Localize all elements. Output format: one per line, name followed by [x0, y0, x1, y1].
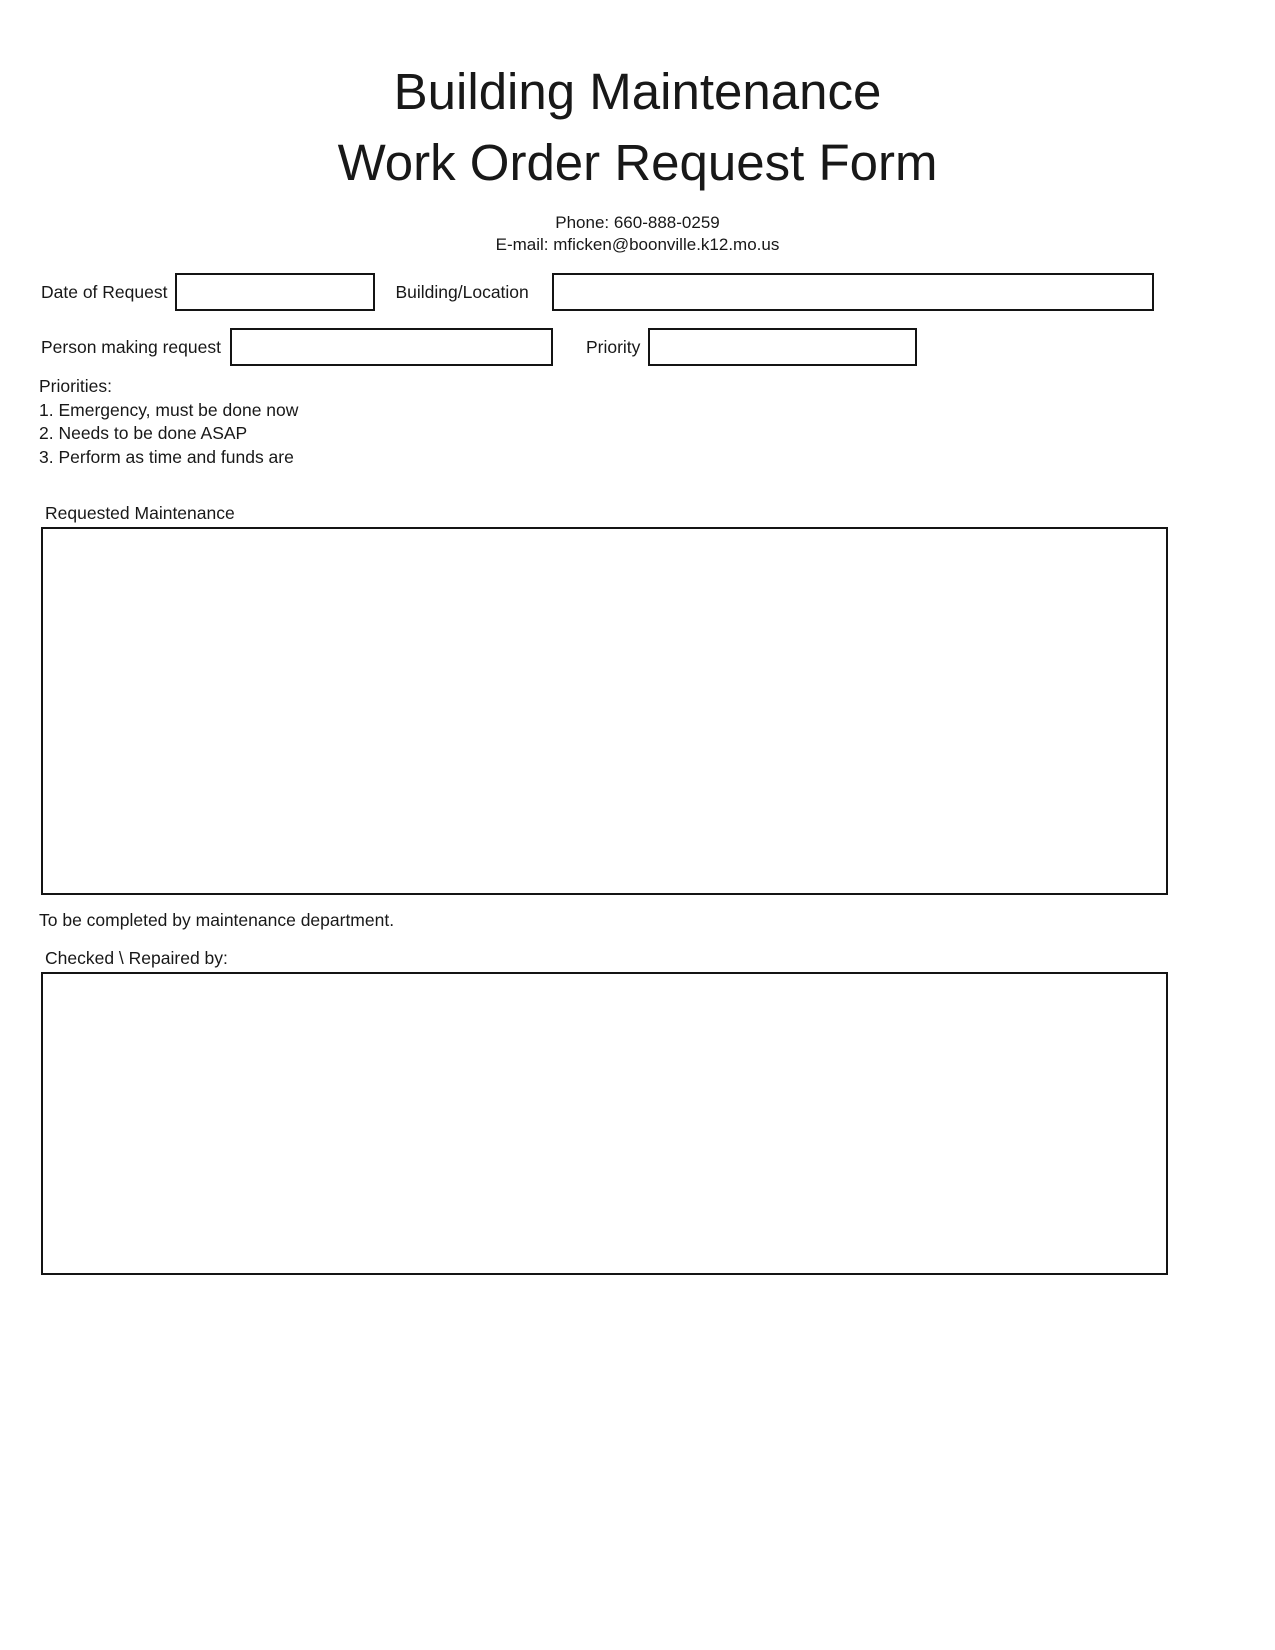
date-of-request-label: Date of Request — [41, 281, 168, 302]
requested-maintenance-textarea[interactable] — [41, 527, 1168, 895]
maintenance-dept-note: To be completed by maintenance department. — [39, 910, 395, 930]
priority-item: 2. Needs to be done ASAP — [39, 423, 248, 443]
priority-item: 3. Perform as time and funds are — [39, 446, 294, 467]
form-title-line1: Building Maintenance — [393, 63, 882, 120]
building-location-label: Building/Location — [395, 281, 529, 302]
email-text: E-mail: mficken@boonville.k12.mo.us — [495, 235, 780, 254]
person-making-request-input[interactable] — [230, 328, 553, 366]
checked-repaired-textarea[interactable] — [41, 972, 1168, 1275]
request-info-row — [41, 273, 1154, 311]
priority-input[interactable] — [648, 328, 917, 366]
person-making-request-label: Person making request — [41, 336, 221, 357]
priorities-note — [39, 375, 298, 469]
checked-repaired-label: Checked \ Repaired by: — [45, 948, 228, 968]
form-title — [0, 56, 1275, 198]
form-title-line2: Work Order Request Form — [337, 134, 938, 191]
priority-item: 1. Emergency, must be done now — [39, 399, 299, 420]
building-location-input[interactable] — [552, 273, 1154, 311]
phone-text: Phone: 660-888-0259 — [555, 213, 720, 232]
date-of-request-input[interactable] — [175, 273, 375, 311]
requester-row — [41, 328, 917, 366]
priorities-heading: Priorities: — [39, 376, 112, 396]
priority-label: Priority — [585, 336, 641, 357]
requested-maintenance-label: Requested Maintenance — [45, 503, 235, 523]
